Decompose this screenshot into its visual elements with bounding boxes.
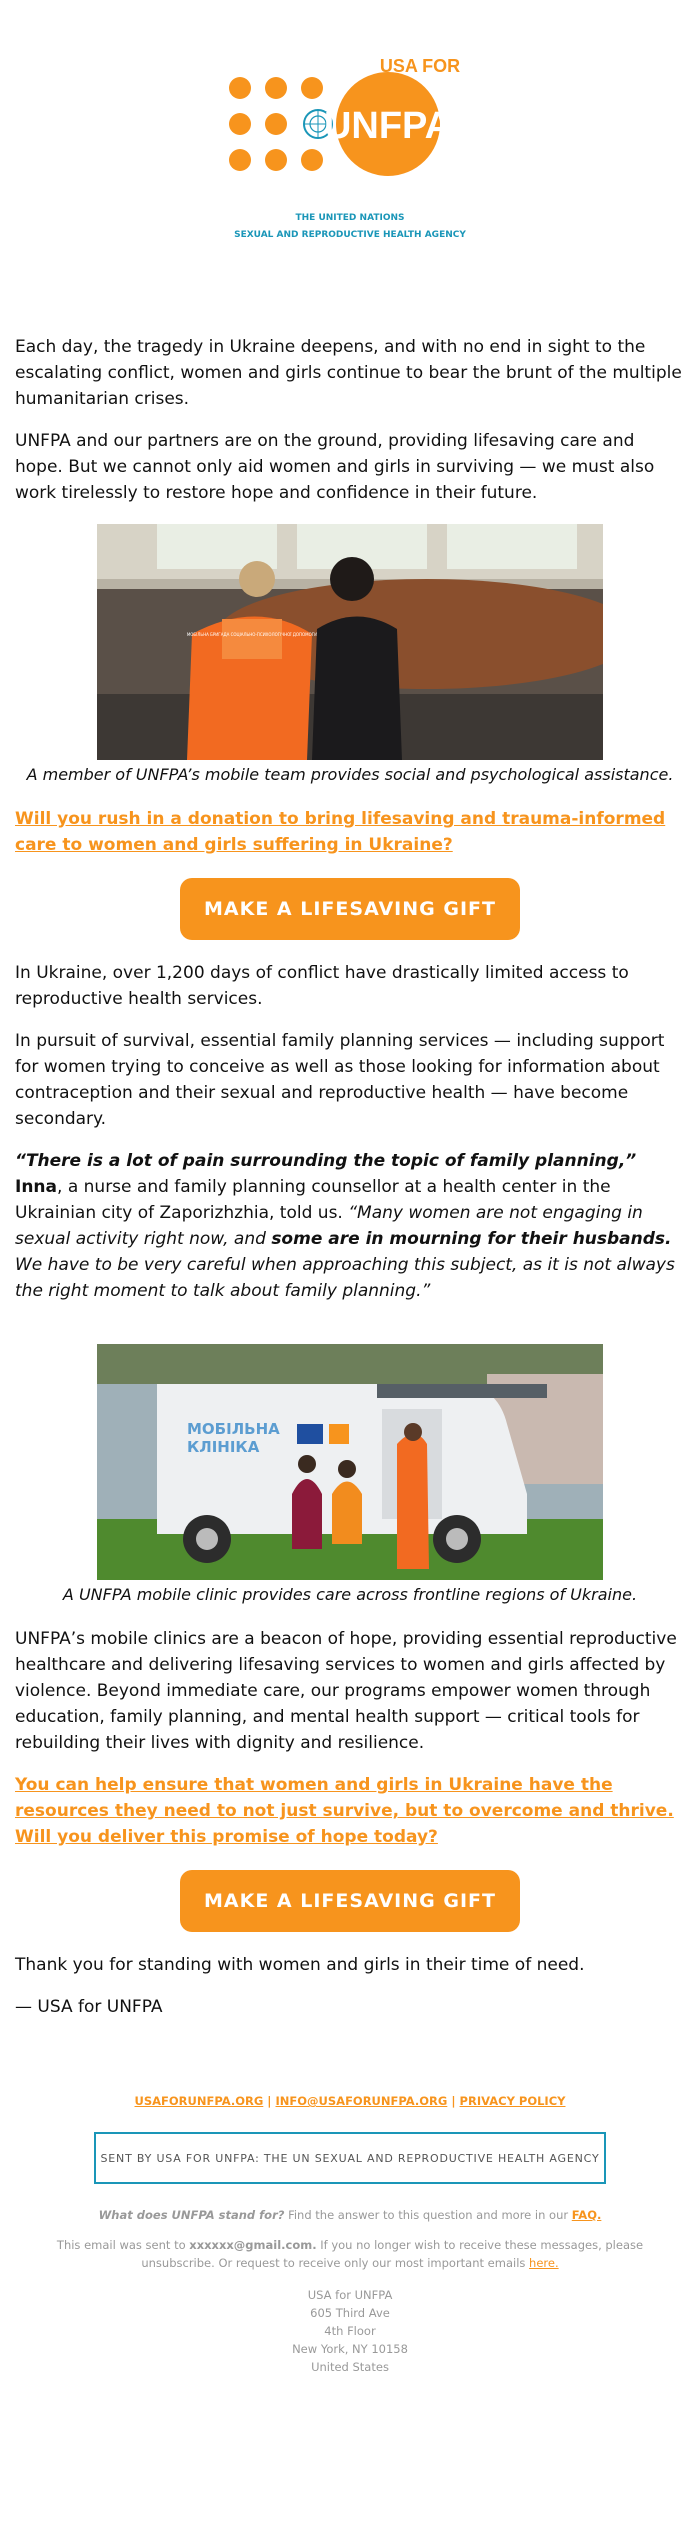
faq-link[interactable]: FAQ.: [571, 2208, 602, 2222]
preferences-link[interactable]: here.: [529, 2256, 559, 2270]
address-line: 605 Third Ave: [310, 2306, 390, 2320]
address-line: United States: [311, 2360, 389, 2374]
privacy-policy-link[interactable]: PRIVACY POLICY: [459, 2094, 566, 2108]
mobile-team-photo: [97, 524, 603, 760]
quote-part-2: We have to be very careful when approaching this subject, as it is not always the right moment to talk about family planning.”: [15, 1255, 675, 1301]
logo-tagline-2: SEXUAL AND REPRODUCTIVE HEALTH AGENCY: [234, 230, 466, 240]
website-link[interactable]: USAFORUNFPA.ORG: [134, 2094, 264, 2108]
main-content: [0, 334, 700, 2020]
mailing-address: [0, 2286, 700, 2376]
vest-text: МОБІЛЬНА БРИГАДА СОЦІАЛЬНО-ПСИХОЛОГІЧНОЇ ДОПОМОГИ: [186, 632, 318, 637]
email-link[interactable]: INFO@USAFORUNFPA.ORG: [275, 2094, 448, 2108]
lifesaving-gift-button[interactable]: MAKE A LIFESAVING GIFT: [180, 878, 520, 940]
recipient-email: xxxxxx@gmail.com.: [189, 2238, 317, 2252]
signoff: — USA for UNFPA: [15, 1997, 163, 2017]
quote-lead: “There is a lot of pain surrounding the topic of family planning,”: [15, 1151, 637, 1171]
faq-line: [0, 2208, 700, 2222]
logo-tagline-1: THE UNITED NATIONS: [295, 213, 405, 223]
address-line: New York, NY 10158: [292, 2342, 408, 2356]
lifesaving-gift-button-2[interactable]: MAKE A LIFESAVING GIFT: [180, 1870, 520, 1932]
footer-links: [0, 2094, 700, 2108]
faq-text: Find the answer to this question and more in our: [288, 2208, 569, 2222]
photo-2-caption: A UNFPA mobile clinic provides care across frontline regions of Ukraine.: [62, 1585, 638, 1604]
quote-attribution: , a nurse and family planning counsellor at a health center in the Ukrainian city of Zaporizhzhia, told us.: [15, 1177, 611, 1223]
closing-paragraph: UNFPA’s mobile clinics are a beacon of hope, providing essential reproductive healthcare and delivering lifesaving services to women and girls affected by violence. Beyond immediate care, our programs empower women through education, family planning, and mental health support — critical tools for rebuilding their lives with dignity and resilience.: [15, 1629, 677, 1753]
quote-part-1: “Many women are not engaging in sexual activity right now, and: [15, 1203, 643, 1249]
address-line: USA for UNFPA: [307, 2288, 393, 2302]
quote-bold: some are in mourning for their husbands.: [271, 1229, 672, 1249]
inna-quote: [15, 1148, 685, 1304]
logo-top-text: USA FOR: [379, 56, 461, 76]
intro-paragraph-2: UNFPA and our partners are on the ground, providing lifesaving care and hope. But we cannot only aid women and girls in surviving — we must also work tirelessly to restore hope and confidence in their future.: [15, 431, 655, 503]
logo-main-text: UNFPA: [323, 105, 453, 147]
thanks-line: Thank you for standing with women and girls in their time of need.: [15, 1955, 585, 1975]
middle-paragraph-1: In Ukraine, over 1,200 days of conflict have drastically limited access to reproductive health services.: [15, 963, 629, 1009]
footer-separator: |: [451, 2094, 456, 2108]
donation-ask-link[interactable]: Will you rush in a donation to bring lifesaving and trauma-informed care to women and girls suffering in Ukraine?: [15, 809, 666, 855]
faq-question: What does UNFPA stand for?: [98, 2208, 285, 2222]
unsub-text: If you no longer wish to receive these messages, please unsubscribe. Or request to receive only our most important emails: [141, 2238, 644, 2270]
usa-for-unfpa-logo[interactable]: [220, 0, 480, 254]
promise-of-hope-link[interactable]: You can help ensure that women and girls in Ukraine have the resources they need to not just survive, but to overcome and thrive. Will you deliver this promise of hope today?: [15, 1775, 674, 1847]
van-text-2: КЛІНІКА: [187, 1438, 260, 1456]
unsub-prefix: This email was sent to: [56, 2238, 186, 2252]
quote-name: Inna: [15, 1177, 58, 1197]
photo-1-caption: A member of UNFPA’s mobile team provides social and psychological assistance.: [26, 765, 674, 784]
unsubscribe-notice: [0, 2236, 700, 2272]
sent-by-box: SENT BY USA FOR UNFPA: THE UN SEXUAL AND REPRODUCTIVE HEALTH AGENCY: [94, 2132, 606, 2184]
footer-separator: |: [267, 2094, 272, 2108]
mobile-clinic-photo: [97, 1344, 603, 1580]
van-text-1: МОБІЛЬНА: [187, 1420, 280, 1438]
middle-paragraph-2: In pursuit of survival, essential family planning services — including support for women trying to conceive as well as those looking for information about contraception and their sexual and reproductive health — have become secondary.: [15, 1031, 665, 1129]
address-line: 4th Floor: [324, 2324, 376, 2338]
intro-paragraph-1: Each day, the tragedy in Ukraine deepens, and with no end in sight to the escalating conflict, women and girls continue to bear the brunt of the multiple humanitarian crises.: [15, 337, 682, 409]
